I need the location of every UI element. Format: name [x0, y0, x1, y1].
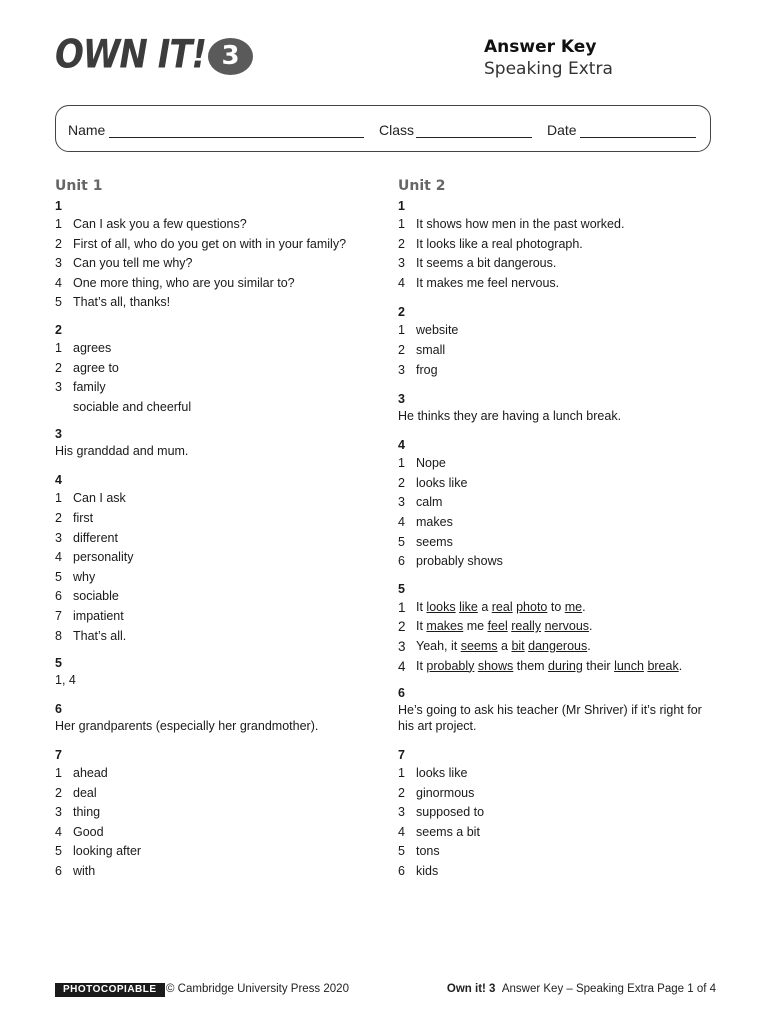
unit-2-title: Unit 2 [398, 178, 446, 194]
answer-number: 2 [55, 236, 62, 251]
answer-text: with [73, 864, 96, 879]
page-info: Answer Key – Speaking Extra Page 1 of 4 [501, 983, 716, 995]
answer-text: ahead [73, 766, 108, 781]
exercise-number: 5 [55, 656, 62, 671]
exercise-number: 7 [55, 748, 62, 763]
exercise-list-underlined [398, 598, 728, 676]
answer-text: That’s all, thanks! [73, 295, 171, 310]
answer-item [55, 803, 385, 823]
answer-item [55, 607, 385, 627]
answer-item [55, 627, 385, 647]
answer-number: 4 [55, 550, 62, 565]
answer-text: Nope [416, 456, 446, 471]
exercise-list [398, 764, 728, 882]
unit-2-column [398, 176, 728, 882]
underlined-word: like [459, 599, 478, 614]
answer-item [398, 533, 728, 553]
answer-text: Can you tell me why? [73, 256, 193, 271]
answer-item [55, 235, 385, 255]
class-field[interactable] [416, 137, 532, 138]
underlined-word: nervous [544, 619, 590, 634]
answer-text: seems a bit [416, 824, 480, 839]
exercise-number: 3 [55, 427, 62, 442]
answer-item [398, 823, 728, 843]
answer-number: 3 [398, 362, 405, 377]
answer-number: 1 [55, 766, 62, 781]
underlined-word: lunch [614, 658, 644, 673]
answer-fragment: a [477, 599, 492, 614]
underlined-word: feel [487, 619, 508, 634]
answer-item [398, 552, 728, 572]
answer-number: 4 [398, 514, 405, 529]
page-title: Answer Key [484, 37, 597, 57]
answer-text: Can I ask you a few questions? [73, 217, 247, 231]
answer-number: 3 [55, 805, 62, 820]
answer-number: 6 [55, 589, 62, 604]
answer-fragment: . [589, 619, 593, 634]
underlined-word: shows [477, 658, 514, 673]
answer-item [55, 568, 385, 588]
answer-item [55, 378, 385, 398]
answer-number: 2 [398, 342, 405, 357]
exercise-list [398, 321, 728, 380]
answer-item [55, 509, 385, 529]
book-title: Own it! 3 [446, 983, 496, 995]
answer-fragment: to [547, 599, 565, 614]
answer-item [55, 339, 385, 359]
page-footer [55, 983, 716, 997]
answer-item [398, 361, 728, 381]
answer-number: 5 [55, 844, 62, 859]
answer-item [55, 842, 385, 862]
answer-number: 5 [55, 295, 62, 310]
answer-text [416, 637, 591, 657]
answer-item [55, 823, 385, 843]
underlined-word: probably [426, 658, 475, 673]
answer-number: 1 [398, 323, 405, 338]
answer-text: small [416, 342, 446, 357]
underlined-word: break [647, 658, 679, 673]
answer-number: 2 [55, 785, 62, 800]
answer-number: 4 [398, 658, 406, 674]
name-label: Name [68, 122, 106, 138]
answer-text: It shows how men in the past worked. [416, 217, 625, 231]
answer-text: impatient [73, 608, 124, 623]
answer-text: supposed to [416, 805, 485, 820]
answer-text: Good [73, 824, 104, 839]
exercise-number: 4 [55, 473, 62, 488]
answer-number: 3 [55, 380, 62, 395]
answer-text: looks like [416, 766, 468, 781]
answer-text [416, 598, 586, 618]
answer-number: 4 [55, 824, 62, 839]
exercise-number: 3 [398, 392, 405, 407]
exercise-number: 6 [55, 702, 62, 717]
level-badge: 3 [208, 38, 253, 75]
underlined-word: photo [516, 599, 548, 614]
answer-number: 7 [55, 608, 62, 623]
answer-item [398, 784, 728, 804]
answer-text: why [73, 569, 96, 584]
underlined-word: bit [511, 638, 525, 653]
exercise-number: 1 [398, 199, 405, 213]
page-header [484, 36, 613, 80]
answer-text: tons [416, 844, 440, 859]
answer-fragment: a [497, 638, 512, 653]
answer-item [55, 548, 385, 568]
answer-number: 3 [398, 495, 405, 510]
answer-text: Can I ask [73, 491, 126, 506]
date-field[interactable] [580, 137, 696, 138]
date-label: Date [547, 122, 577, 138]
exercise-answer: He thinks they are having a lunch break. [398, 409, 622, 424]
underlined-word: makes [426, 619, 464, 634]
answer-item [398, 341, 728, 361]
answer-item [55, 529, 385, 549]
exercise-list [55, 764, 385, 882]
footer-right [447, 983, 716, 995]
answer-item [398, 617, 728, 637]
answer-item [398, 321, 728, 341]
answer-fragment: . [587, 638, 591, 653]
answer-number: 6 [398, 864, 405, 879]
answer-number: 1 [398, 217, 405, 231]
answer-number: 3 [55, 256, 62, 271]
underlined-word: dangerous [528, 638, 588, 653]
answer-number: 2 [55, 360, 62, 375]
answer-number: 1 [398, 766, 405, 781]
answer-fragment: me [463, 619, 488, 634]
answer-item [55, 254, 385, 274]
answer-text: probably shows [416, 554, 503, 569]
answer-fragment: their [582, 658, 615, 673]
answer-item [398, 215, 728, 235]
answer-item [55, 293, 385, 313]
answer-text: One more thing, who are you similar to? [73, 275, 295, 290]
name-field[interactable] [109, 137, 364, 138]
exercise-list [398, 454, 728, 572]
answer-text: thing [73, 805, 101, 820]
answer-text [416, 657, 682, 677]
answer-number: 6 [55, 864, 62, 879]
answer-number: 4 [398, 275, 405, 290]
answer-text: ginormous [416, 785, 475, 800]
underlined-word: me [564, 599, 583, 614]
answer-item [398, 274, 728, 294]
answer-text: It seems a bit dangerous. [416, 256, 557, 271]
answer-text: frog [416, 362, 438, 377]
answer-text: looking after [73, 844, 142, 859]
answer-text: calm [416, 495, 443, 510]
exercise-number: 4 [398, 438, 405, 453]
answer-item [398, 513, 728, 533]
answer-item [55, 784, 385, 804]
class-label: Class [379, 122, 415, 138]
copyright-text: © Cambridge University Press 2020 [166, 983, 349, 995]
answer-text: It looks like a real photograph. [416, 236, 583, 251]
answer-item [55, 215, 385, 235]
answer-item [398, 803, 728, 823]
exercise-list [398, 215, 728, 293]
answer-item [398, 764, 728, 784]
answer-fragment: Yeah, it [416, 638, 461, 653]
answer-text: makes [416, 514, 453, 529]
answer-number: 2 [55, 510, 62, 525]
answer-item [55, 862, 385, 882]
answer-fragment: It [416, 619, 427, 634]
underlined-word: seems [460, 638, 498, 653]
answer-number: 1 [55, 217, 62, 231]
exercise-number: 1 [55, 199, 62, 213]
answer-number: 5 [55, 569, 62, 584]
answer-number [55, 398, 73, 418]
answer-fragment: . [678, 658, 683, 673]
answer-fragment: . [582, 599, 586, 614]
answer-text: sociable and cheerful [73, 399, 192, 414]
exercise-list [55, 339, 385, 417]
answer-item [398, 637, 728, 657]
exercise-number: 6 [398, 686, 405, 701]
answer-number: 5 [398, 534, 405, 549]
answer-text: different [73, 530, 118, 545]
answer-item [55, 274, 385, 294]
answer-number: 3 [55, 530, 62, 545]
answer-text: deal [73, 785, 97, 800]
answer-number: 8 [55, 628, 62, 643]
answer-item [398, 454, 728, 474]
exercise-answer: Her grandparents (especially her grandmother). [55, 719, 319, 734]
answer-item [398, 493, 728, 513]
exercise-answer: 1, 4 [55, 673, 76, 688]
exercise-number: 2 [55, 322, 62, 337]
answer-fragment: It [416, 599, 427, 614]
answer-number: 1 [55, 340, 62, 355]
exercise-answer: He’s going to ask his teacher (Mr Shriver) if it’s right for his art project. [398, 703, 702, 734]
answer-item [55, 764, 385, 784]
answer-text: family [73, 380, 106, 395]
answer-text: looks like [416, 475, 468, 490]
answer-number: 5 [398, 844, 405, 859]
answer-number: 3 [398, 805, 405, 820]
answer-item [55, 489, 385, 509]
answer-text: sociable [73, 589, 119, 604]
answer-number: 1 [398, 456, 405, 471]
answer-text [416, 617, 593, 637]
answer-text: seems [416, 534, 453, 549]
exercise-number: 2 [398, 305, 405, 320]
answer-number: 4 [55, 275, 62, 290]
answer-text: It makes me feel nervous. [416, 275, 560, 290]
answer-item [398, 598, 728, 618]
answer-text: That’s all. [73, 628, 127, 643]
answer-text: website [416, 323, 459, 338]
answer-text: First of all, who do you get on with in your family? [73, 236, 347, 251]
answer-item [55, 587, 385, 607]
answer-item [55, 398, 385, 418]
answer-fragment: them [513, 658, 549, 673]
answer-item [398, 474, 728, 494]
answer-number: 2 [398, 619, 406, 635]
answer-number: 2 [398, 785, 405, 800]
exercise-number: 7 [398, 748, 405, 763]
answer-number: 2 [398, 475, 405, 490]
photocopiable-badge: PHOTOCOPIABLE [55, 983, 165, 997]
answer-number: 1 [398, 599, 406, 615]
exercise-list [55, 489, 385, 646]
answer-item [398, 842, 728, 862]
exercise-answer: His granddad and mum. [55, 444, 189, 459]
logo-text: OWN IT! [55, 32, 207, 78]
underlined-word: during [548, 658, 583, 673]
answer-text: kids [416, 864, 439, 879]
answer-text: agrees [73, 340, 112, 355]
answer-number: 2 [398, 236, 405, 251]
answer-item [398, 657, 728, 677]
unit-1-column [55, 176, 385, 882]
underlined-word: really [511, 619, 542, 634]
answer-number: 3 [398, 638, 406, 654]
answer-number: 1 [55, 491, 62, 506]
answer-text: first [73, 510, 94, 525]
answer-fragment: It [416, 658, 427, 673]
answer-number: 6 [398, 554, 405, 569]
answer-number: 3 [398, 256, 405, 271]
answer-item [398, 862, 728, 882]
student-info-box [55, 105, 711, 152]
answer-item [398, 235, 728, 255]
exercise-list [55, 215, 385, 313]
underlined-word: real [491, 599, 513, 614]
answer-item [55, 359, 385, 379]
answer-number: 4 [398, 824, 405, 839]
exercise-number: 5 [398, 581, 405, 596]
page-subtitle: Speaking Extra [484, 59, 613, 79]
unit-1-title: Unit 1 [55, 178, 103, 194]
answer-text: agree to [73, 360, 119, 375]
answer-item [398, 254, 728, 274]
answer-text: personality [73, 550, 134, 565]
underlined-word: looks [426, 599, 456, 614]
